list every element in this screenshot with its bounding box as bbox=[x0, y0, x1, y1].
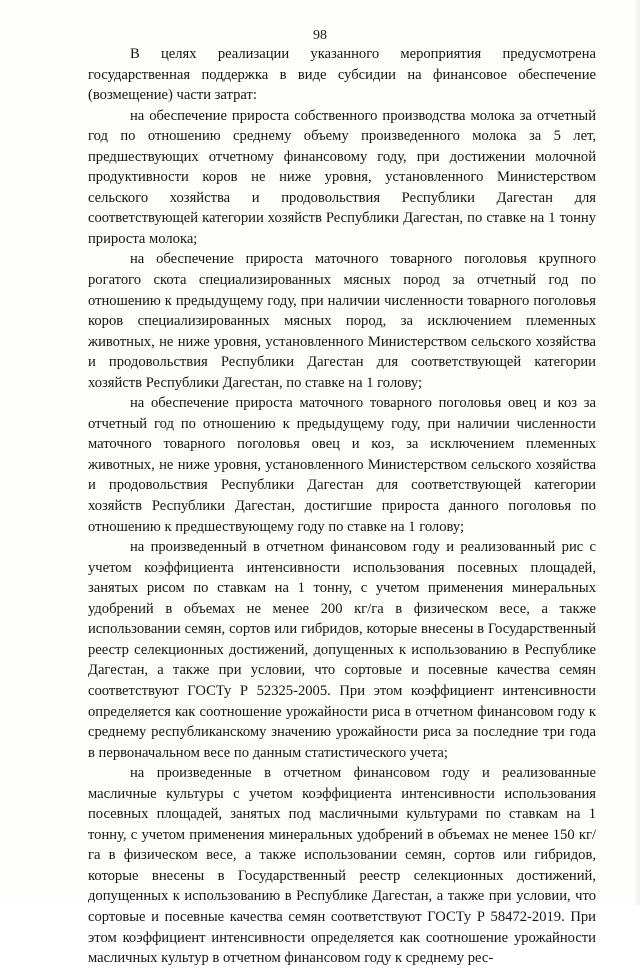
paragraph-oilseeds: на произведенные в отчетном финансовом году и реализованные масличные культуры с учетом коэффициента интенсивности использования посевных площадей, занятых под масличными культурами по ставкам на 1 тонну, с учетом применения минеральных удобрений в объемах не менее 150 кг/га в физическом весе, а также использовании семян, сортов или гибридов, которые внесены в Государственный реестр селекционных достижений, допущенных к использованию в Республике Дагестан, а также при условии, что сортовые и посевные качества семян соответствуют ГОСТу Р 58472-2019. При этом коэффициент интенсивности определяется как соотношение урожайности масличных культур в отчетном финансовом году к среднему рес- bbox=[88, 765, 596, 967]
page-number: 98 bbox=[313, 28, 327, 43]
paragraph-cattle: на обеспечение прироста маточного товарного поголовья крупного рогатого скота специализированных мясных пород за отчетный год по отношению к предыдущему году, при наличии численности товарного поголовья коров специализированных мясных пород, за исключением племенных животных, не ниже уровня, установленного Министерством сельского хозяйства и продовольствия Республики Дагестан для соответствующей категории хозяйств Республики Дагестан, по ставке на 1 голову; bbox=[88, 251, 596, 391]
paragraph-sheep-goats: на обеспечение прироста маточного товарного поголовья овец и коз за отчетный год по отношению к предыдущему году, при наличии численности маточного товарного поголовья овец и коз, за исключением племенных животных, не ниже уровня, установленного Министерством сельского хозяйства и продовольствия Республики Дагестан для соответствующей категории хозяйств Республики Дагестан, достигшие прироста данного поголовья по отношению к предшествующему году по ставке на 1 голову; bbox=[88, 395, 596, 535]
document-body bbox=[88, 44, 596, 969]
paragraph-intro: В целях реализации указанного мероприятия предусмотрена государственная поддержка в виде субсидии на финансовое обеспечение (возмещение) части затрат: bbox=[88, 46, 596, 104]
paragraph-milk: на обеспечение прироста собственного производства молока за отчетный год по отношению среднему объему произведенного молока за 5 лет, предшествующих отчетному финансовому году, при достижении молочной продуктивности коров не ниже уровня, установленного Министерством сельского хозяйства и продовольствия Республики Дагестан для соответствующей категории хозяйств Республики Дагестан, по ставке на 1 тонну прироста молока; bbox=[88, 107, 596, 247]
scan-edge-shadow bbox=[634, 0, 640, 905]
paragraph-rice: на произведенный в отчетном финансовом году и реализованный рис с учетом коэффициента интенсивности использования посевных площадей, занятых рисом по ставкам на 1 тонну, с учетом применения минеральных удобрений в объемах не менее 200 кг/га в физическом весе, а также использовании семян, сортов или гибридов, которые внесены в Государственный реестр селекционных достижений, допущенных к использованию в Республике Дагестан, а также при условии, что сортовые и посевные качества семян соответствуют ГОСТу Р 52325-2005. При этом коэффициент интенсивности определяется как соотношение урожайности риса в отчетном финансовом году к среднему республиканскому значению урожайности риса за последние три года в первоначальном весе по данным статистического учета; bbox=[88, 539, 596, 761]
